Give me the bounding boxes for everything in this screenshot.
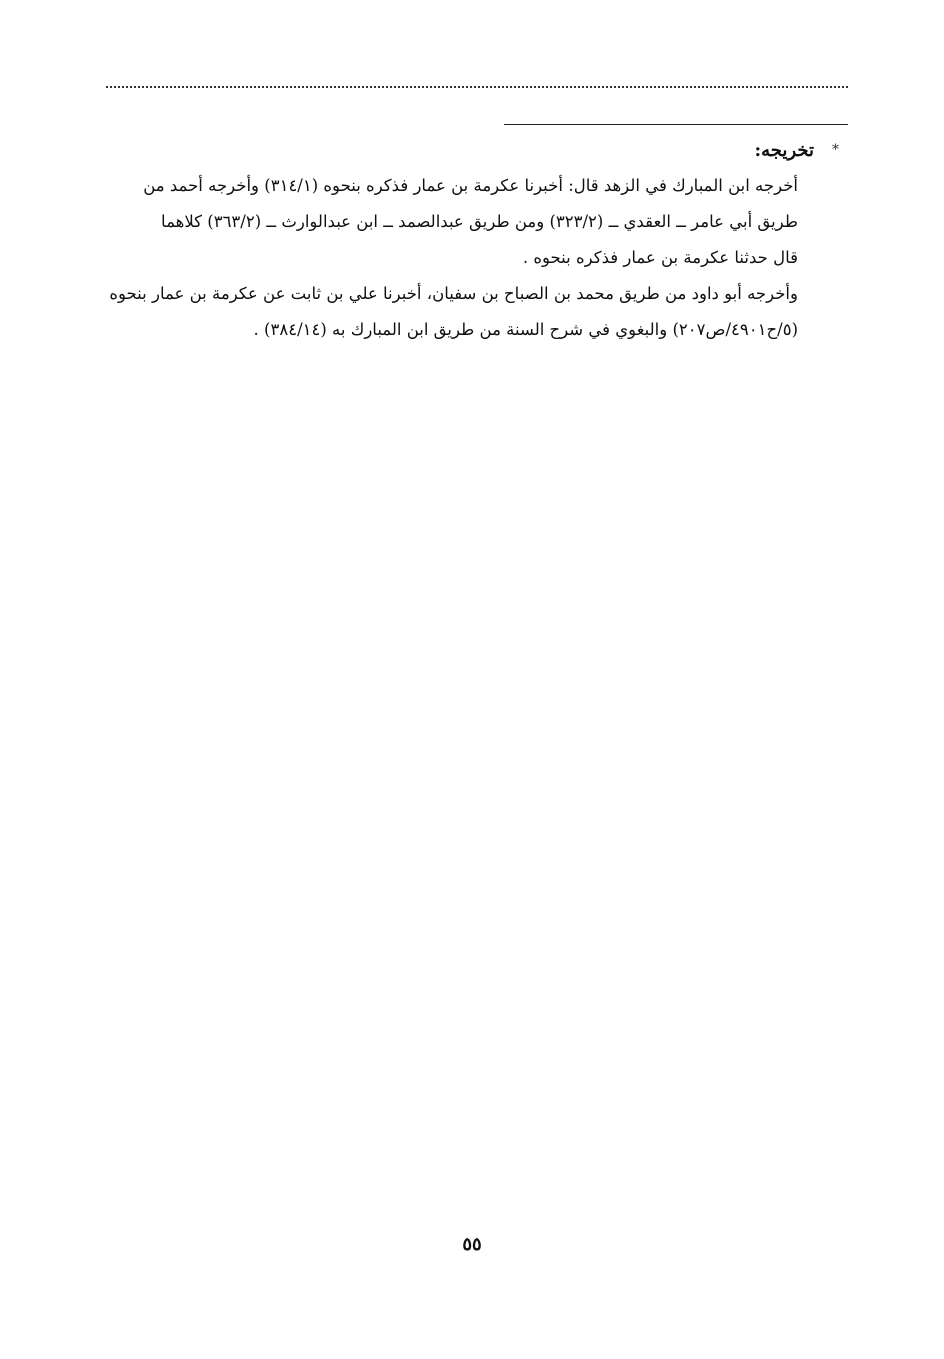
text-line: أخرجه ابن المبارك في الزهد قال: أخبرنا عكرمة بن عمار فذكره بنحوه (٣١٤/١) وأخرجه أحمد من [143,176,798,195]
section-heading-row [539,136,839,164]
text-line: قال حدثنا عكرمة بن عمار فذكره بنحوه . [522,248,798,267]
paragraph-2 [100,276,798,348]
footnote-rule [504,124,848,125]
asterisk-marker: * [832,142,839,158]
text-line: طريق أبي عامر ــ العقدي ــ (٣٢٣/٢) ومن طريق عبدالصمد ــ ابن عبدالوارث ــ (٣٦٣/٢) كلاهما [161,212,798,231]
dotted-separator [106,86,848,88]
page-number: ٥٥ [462,1234,482,1255]
takhrij-body [100,168,798,348]
text-line: (٥/ح٤٩٠١/ص٢٠٧) والبغوي في شرح السنة من طريق ابن المبارك به (٣٨٤/١٤) . [253,320,798,339]
section-heading: تخريجه: [754,139,814,161]
text-line: وأخرجه أبو داود من طريق محمد بن الصباح بن سفيان، أخبرنا علي بن ثابت عن عكرمة بن عمار بنحوه [109,284,798,303]
paragraph-1 [100,168,798,276]
